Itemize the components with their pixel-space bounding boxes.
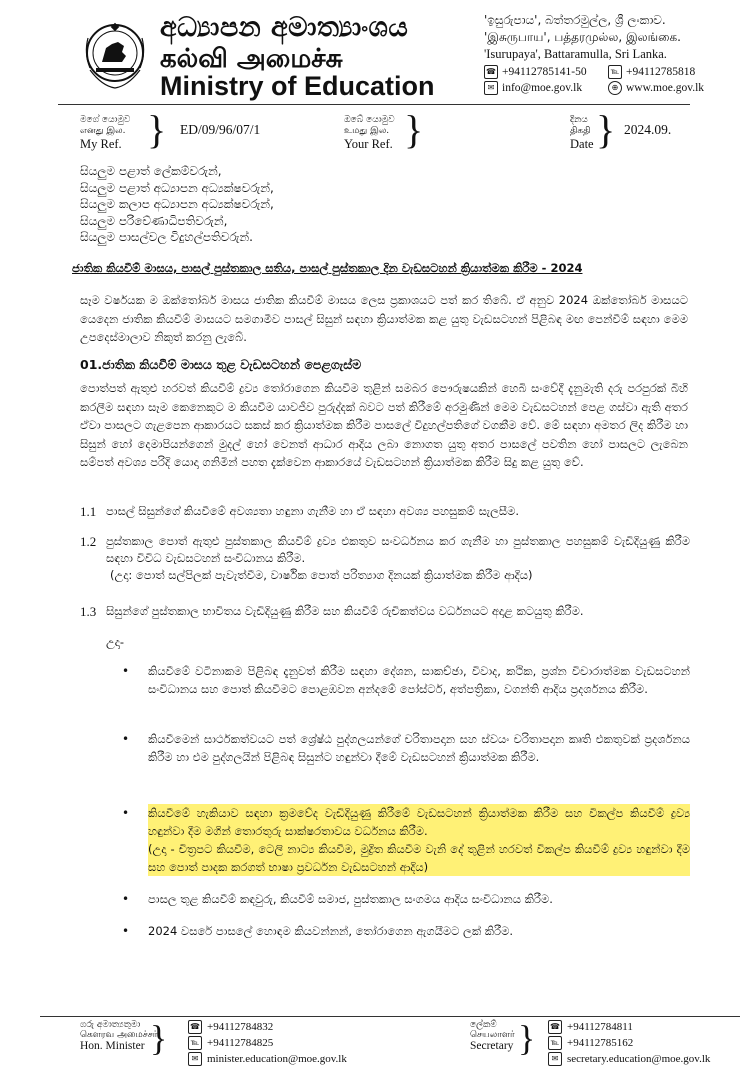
secretary-phone-2: +94112785162 <box>567 1037 634 1049</box>
email-icon: ✉ <box>548 1052 562 1066</box>
date-brace: } <box>596 107 616 152</box>
highlighted-text: කියවීමේ හැකියාව සඳහා ක්‍රමවේද වැඩිදියුණු කිරීමේ වැඩසටහන් ක්‍රියාත්මක කිරීම සහ විකල්ප කියවීම් ද්‍රව්‍ය හඳුන්වා දීම මගින් තොරතුරු සාක්ෂරතාවය වර්ධනය කිරීම. <box>148 806 690 838</box>
address-english: 'Isurupaya', Battaramulla, Sri Lanka. <box>484 47 667 61</box>
your-ref-brace: } <box>404 107 424 152</box>
bullet-item: • 2024 වසරේ පාසලේ හොඳම කියවන්නන්, තෝරාගෙන ඇගයීමට ලක් කිරීම. <box>122 924 514 938</box>
minister-email[interactable]: minister.education@moe.gov.lk <box>207 1053 347 1065</box>
minister-contacts <box>188 1020 347 1066</box>
letter-subject: ජාතික කියවීම් මාසය, පාසල් පුස්තකාල සතිය, පාසල් පුස්තකාල දින වැඩසටහන් ක්‍රියාත්මක කිරීම - 2024 <box>72 261 583 275</box>
addressee-item: සියලුම පළාත් ලේකම්වරුන්, <box>80 164 222 178</box>
title-english: Ministry of Education <box>160 71 435 101</box>
list-item-1-2-note: (උදා: පොත් සල්පිලක් පැවැත්වීම, වාර්ෂික පොත් පරිත්‍යාග දිනයක් ක්‍රියාත්මක කිරීම ආදිය) <box>110 568 533 582</box>
my-ref-label: මගේ යොමුව எனது இல. My Ref. <box>80 115 131 151</box>
addressee-item: සියලුම පාසල්වල විදුහල්පතිවරුන්. <box>80 230 253 244</box>
bullet-icon: • <box>122 664 130 678</box>
section-paragraph: පොත්පත් ඇතුළු හරවත් කියවීම් ද්‍රව්‍ය තෝරාගෙන කියවීම තුළින් සමබර පෞරුෂයකින් හෙබි සංවේදී දැනුමැති දරු පරපුරක් බිහි කරලීම සඳහා සෑම කෙනෙකුට ම කියවීම යාවජීව පුරුද්දක් බවට පත් කිරීමේ අරමුණින් මෙම වැඩසටහන් පෙළ ගස්වා ඇති අතර ඒවා පාසලට ගැළපෙන ආකාරයට සකස් කර ක්‍රියාත්මක කිරීම පාසලේ විදුහල්පතිගේ වගකීම වේ. මේ සඳහා අමතර ලිද කිරීම හා සිසුන් හෝ දෙමාපියන්ගෙන් මුදල් හෝ වෙනත් ආධාර ආදිය ලබා නොගත යුතු අතර පාසලේ පවතින හෝ පාසලට ලැබෙන සම්පත් අවශ්‍ය පරිදි යොදා ගනිමින් පහත දැක්වෙන ආකාරයේ වැඩසටහන් ක්‍රියාත්මක කිරීම සිදු කළ යුතු වේ. <box>80 381 688 469</box>
example-label: උදා- <box>106 635 125 649</box>
date-label: දිනය திகதி Date <box>570 115 594 151</box>
list-item-1-3: 1.3 සිසුන්ගේ පුස්තකාල භාවිතය වැඩිදියුණු කිරීම සහ කියවීම් රුචිකත්වය වර්ධනයට අදාළ කටයුතු කිරීම. <box>80 604 584 619</box>
phone-icon: ☎ <box>484 65 498 79</box>
bullet-item: • පාසල තුළ කියවීම් කඳවුරු, කියවීම් සමාජ, පුස්තකාල සංගමය ආදිය සංවිධානය කිරීම. <box>122 892 553 906</box>
globe-icon: ⊕ <box>608 81 622 95</box>
addressee-item: සියලුම කලාප අධ්‍යාපන අධ්‍යක්ෂවරුන්, <box>80 197 274 211</box>
intro-paragraph: සෑම වර්ෂයක ම ඔක්තෝබර් මාසය ජාතික කියවීම් මාසය ලෙස ප්‍රකාශයට පත් කර තිබේ. ඒ අනුව 2024 ඔක්තෝබර් මාසයට යෙදෙන ජාතික කියවීම් මාසයට සමගාමීව පාසල් සිසුන් සඳහා ක්‍රියාත්මක කළ යුතු වැඩසටහන් පිළිබඳ මඟ පෙන්වීම් සඳහා මෙම උපදෙස්මාලාව නිකුත් කරනු ලැබේ. <box>80 293 688 344</box>
secretary-phone-1: +94112784811 <box>567 1021 633 1033</box>
email-contact[interactable] <box>484 81 582 95</box>
my-ref-brace: } <box>147 107 167 152</box>
header-divider <box>58 104 690 105</box>
ministry-crest-emblem <box>82 18 148 92</box>
addressee-item: සියලුම පළාත් අධ්‍යාපන අධ්‍යක්ෂවරුන්, <box>80 180 274 195</box>
fax-icon: ℡ <box>608 65 622 79</box>
my-ref-value: ED/09/96/07/1 <box>180 122 261 137</box>
address-sinhala: 'ඉසුරුපාය', බත්තරමුල්ල, ශ්‍රී ලංකාව. <box>484 13 666 27</box>
web-contact[interactable] <box>608 81 704 95</box>
bullet-item: • කියවීමෙන් සාර්ථකත්වයට පත් ශ්‍රේෂ්ඨ පුද්ගලයන්ගේ චරිතාපදාන සහ ස්වයං චරිතාපදාන කෘති එකතුවක් ප්‍රදර්ශනය කිරීම හා එම පුද්ගලයින් පිළිබඳ සිසුන්ට හඳුන්වා දීමේ වැඩසටහන් ක්‍රියාත්මක කිරීම. <box>122 732 690 764</box>
bullet-icon: • <box>122 806 130 820</box>
secretary-email[interactable]: secretary.education@moe.gov.lk <box>567 1053 711 1065</box>
title-tamil: கல்வி அமைச்சு <box>160 44 343 74</box>
addressee-item: සියලුම පරිවේණාධිපතිවරුන්, <box>80 213 228 228</box>
fax-icon: ℡ <box>188 1036 202 1050</box>
secretary-contacts <box>548 1020 710 1066</box>
fax-icon: ℡ <box>548 1036 562 1050</box>
phone-contact-1 <box>484 65 587 79</box>
bullet-item: • කියවීමේ වටිනාකම පිළිබඳ දැනුවත් කිරීම සඳහා දේශන, සාකච්ඡා, විවාද, කථික, ප්‍රශ්න විචාරාත්මක වැඩසටහන් සංවිධානය සහ පොත් කියවීමට පොළඹවන අන්දමේ පෝස්ටර්, අත්පත්‍රිකා, වගන්ති ආදිය ප්‍රදර්ශනය කිරීම. <box>122 664 690 696</box>
secretary-brace: } <box>518 1018 536 1058</box>
bullet-icon: • <box>122 892 130 906</box>
email-icon: ✉ <box>484 81 498 95</box>
section-heading: 01.ජාතික කියවීම් මාසය තුළ වැඩසටහන් පෙළගැස්ම <box>80 357 362 372</box>
minister-brace: } <box>150 1018 168 1058</box>
phone-2: +94112785818 <box>626 66 696 78</box>
secretary-label: ලේකම් செயலாளர் Secretary <box>470 1020 515 1052</box>
highlighted-note: (උදා - චිත්‍රපට කියවීම, ටෙලි නාට්‍ය කියවීම, මුද්‍රිත කියවීම වැනි දේ තුළින් හරවත් විකල්ප කියවීම් ද්‍රව්‍ය හඳුන්වා දීම සහ පොත් පාදක කරගත් භාෂා ප්‍රවර්ධන වැඩසටහන් ආදිය) <box>148 842 690 874</box>
title-sinhala: අධ්‍යාපන අමාත්‍යාංශය <box>160 12 409 43</box>
web-address[interactable]: www.moe.gov.lk <box>626 82 705 94</box>
email-icon: ✉ <box>188 1052 202 1066</box>
minister-label: ගරු අමාත්‍යතුමා கௌரவ அமைச்சர் Hon. Minister <box>80 1020 158 1052</box>
phone-icon: ☎ <box>188 1020 202 1034</box>
bullet-icon: • <box>122 732 130 746</box>
addressee-list <box>80 163 274 246</box>
address-tamil: 'இசுருபாய', பத்தரமுல்ல, இலங்கை. <box>484 30 681 44</box>
date-value: 2024.09. <box>624 122 672 137</box>
bullet-icon: • <box>122 924 130 938</box>
list-item-1-2: 1.2 පුස්තකාල පොත් ඇතුළු පුස්තකාල කියවීම් ද්‍රව්‍ය එකතුව සංවර්ධනය කර ගැනීම හා පුස්තකාල පහසුකම් වැඩිදියුණු කිරීම සඳහා විවිධ වැඩසටහන් සංවිධානය කිරීම. (උදා: පොත් සල්පිලක් පැවැත්වීම, වාර්ෂික පොත් පරිත්‍යාග දිනයක් ක්‍රියාත්මක කිරීම ආදිය) <box>80 534 690 582</box>
phone-1: +94112785141-50 <box>502 66 587 78</box>
phone-icon: ☎ <box>548 1020 562 1034</box>
fax-contact <box>608 65 695 79</box>
bullet-item-highlighted <box>122 804 690 876</box>
minister-phone-2: +94112784825 <box>207 1037 274 1049</box>
email-address[interactable]: info@moe.gov.lk <box>502 82 583 94</box>
list-item-1-1: 1.1 පාසල් සිසුන්ගේ කියවීමේ අවශ්‍යතා හඳුනා ගැනීම හා ඒ සඳහා අවශ්‍ය පහසුකම් සැලසීම. <box>80 504 520 519</box>
minister-phone-1: +94112784832 <box>207 1021 274 1033</box>
your-ref-label: ඔබේ යොමුව உமது இல. Your Ref. <box>344 115 395 151</box>
